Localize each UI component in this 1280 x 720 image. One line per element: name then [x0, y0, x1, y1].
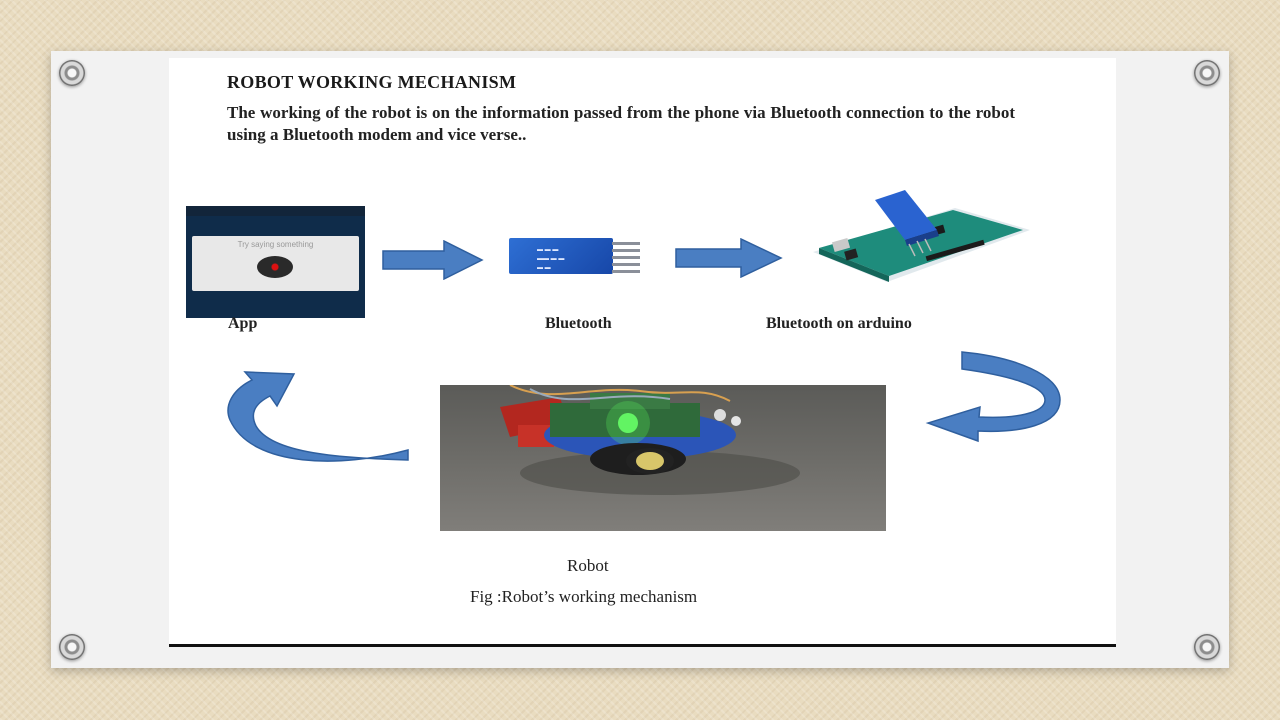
robot-image [440, 385, 886, 531]
module-pin [612, 270, 640, 273]
label-bluetooth: Bluetooth [545, 315, 612, 332]
arduino-bluetooth-image [805, 190, 1035, 290]
voice-dialog [192, 236, 359, 291]
label-app: App [228, 315, 258, 332]
pin-icon [59, 634, 85, 660]
figure-caption: Fig :Robot’s working mechanism [470, 587, 698, 606]
curved-arrow-icon [920, 345, 1070, 445]
arrow-right-icon [675, 238, 783, 278]
phone-status-bar [186, 206, 365, 216]
bluetooth-module-image [509, 238, 613, 274]
voice-hint: Try saying something [237, 240, 314, 249]
label-bluetooth-arduino: Bluetooth on arduino [766, 315, 912, 332]
module-pin [612, 256, 640, 259]
pin-icon [1194, 634, 1220, 660]
bottom-rule [169, 644, 1116, 647]
pin-icon [59, 60, 85, 86]
intro-paragraph: The working of the robot is on the information passed from the phone via Bluetooth connection to the robot using a Bluetooth modem and vice verse.. [227, 103, 1015, 144]
module-pin [612, 263, 640, 266]
pin-icon [1194, 60, 1220, 86]
curved-arrow-icon [222, 368, 417, 473]
label-robot: Robot [567, 556, 609, 575]
robot-photo [440, 385, 886, 531]
arrow-right-icon [382, 240, 484, 280]
page-title: ROBOT WORKING MECHANISM [227, 72, 517, 92]
phone-app-image [186, 206, 365, 318]
microphone-icon [257, 256, 293, 278]
module-pin [612, 242, 640, 245]
module-pin [612, 249, 640, 252]
module-print: ▬ ▬ ▬ ▬▬ ▬ ▬ ▬ ▬ [537, 247, 565, 271]
